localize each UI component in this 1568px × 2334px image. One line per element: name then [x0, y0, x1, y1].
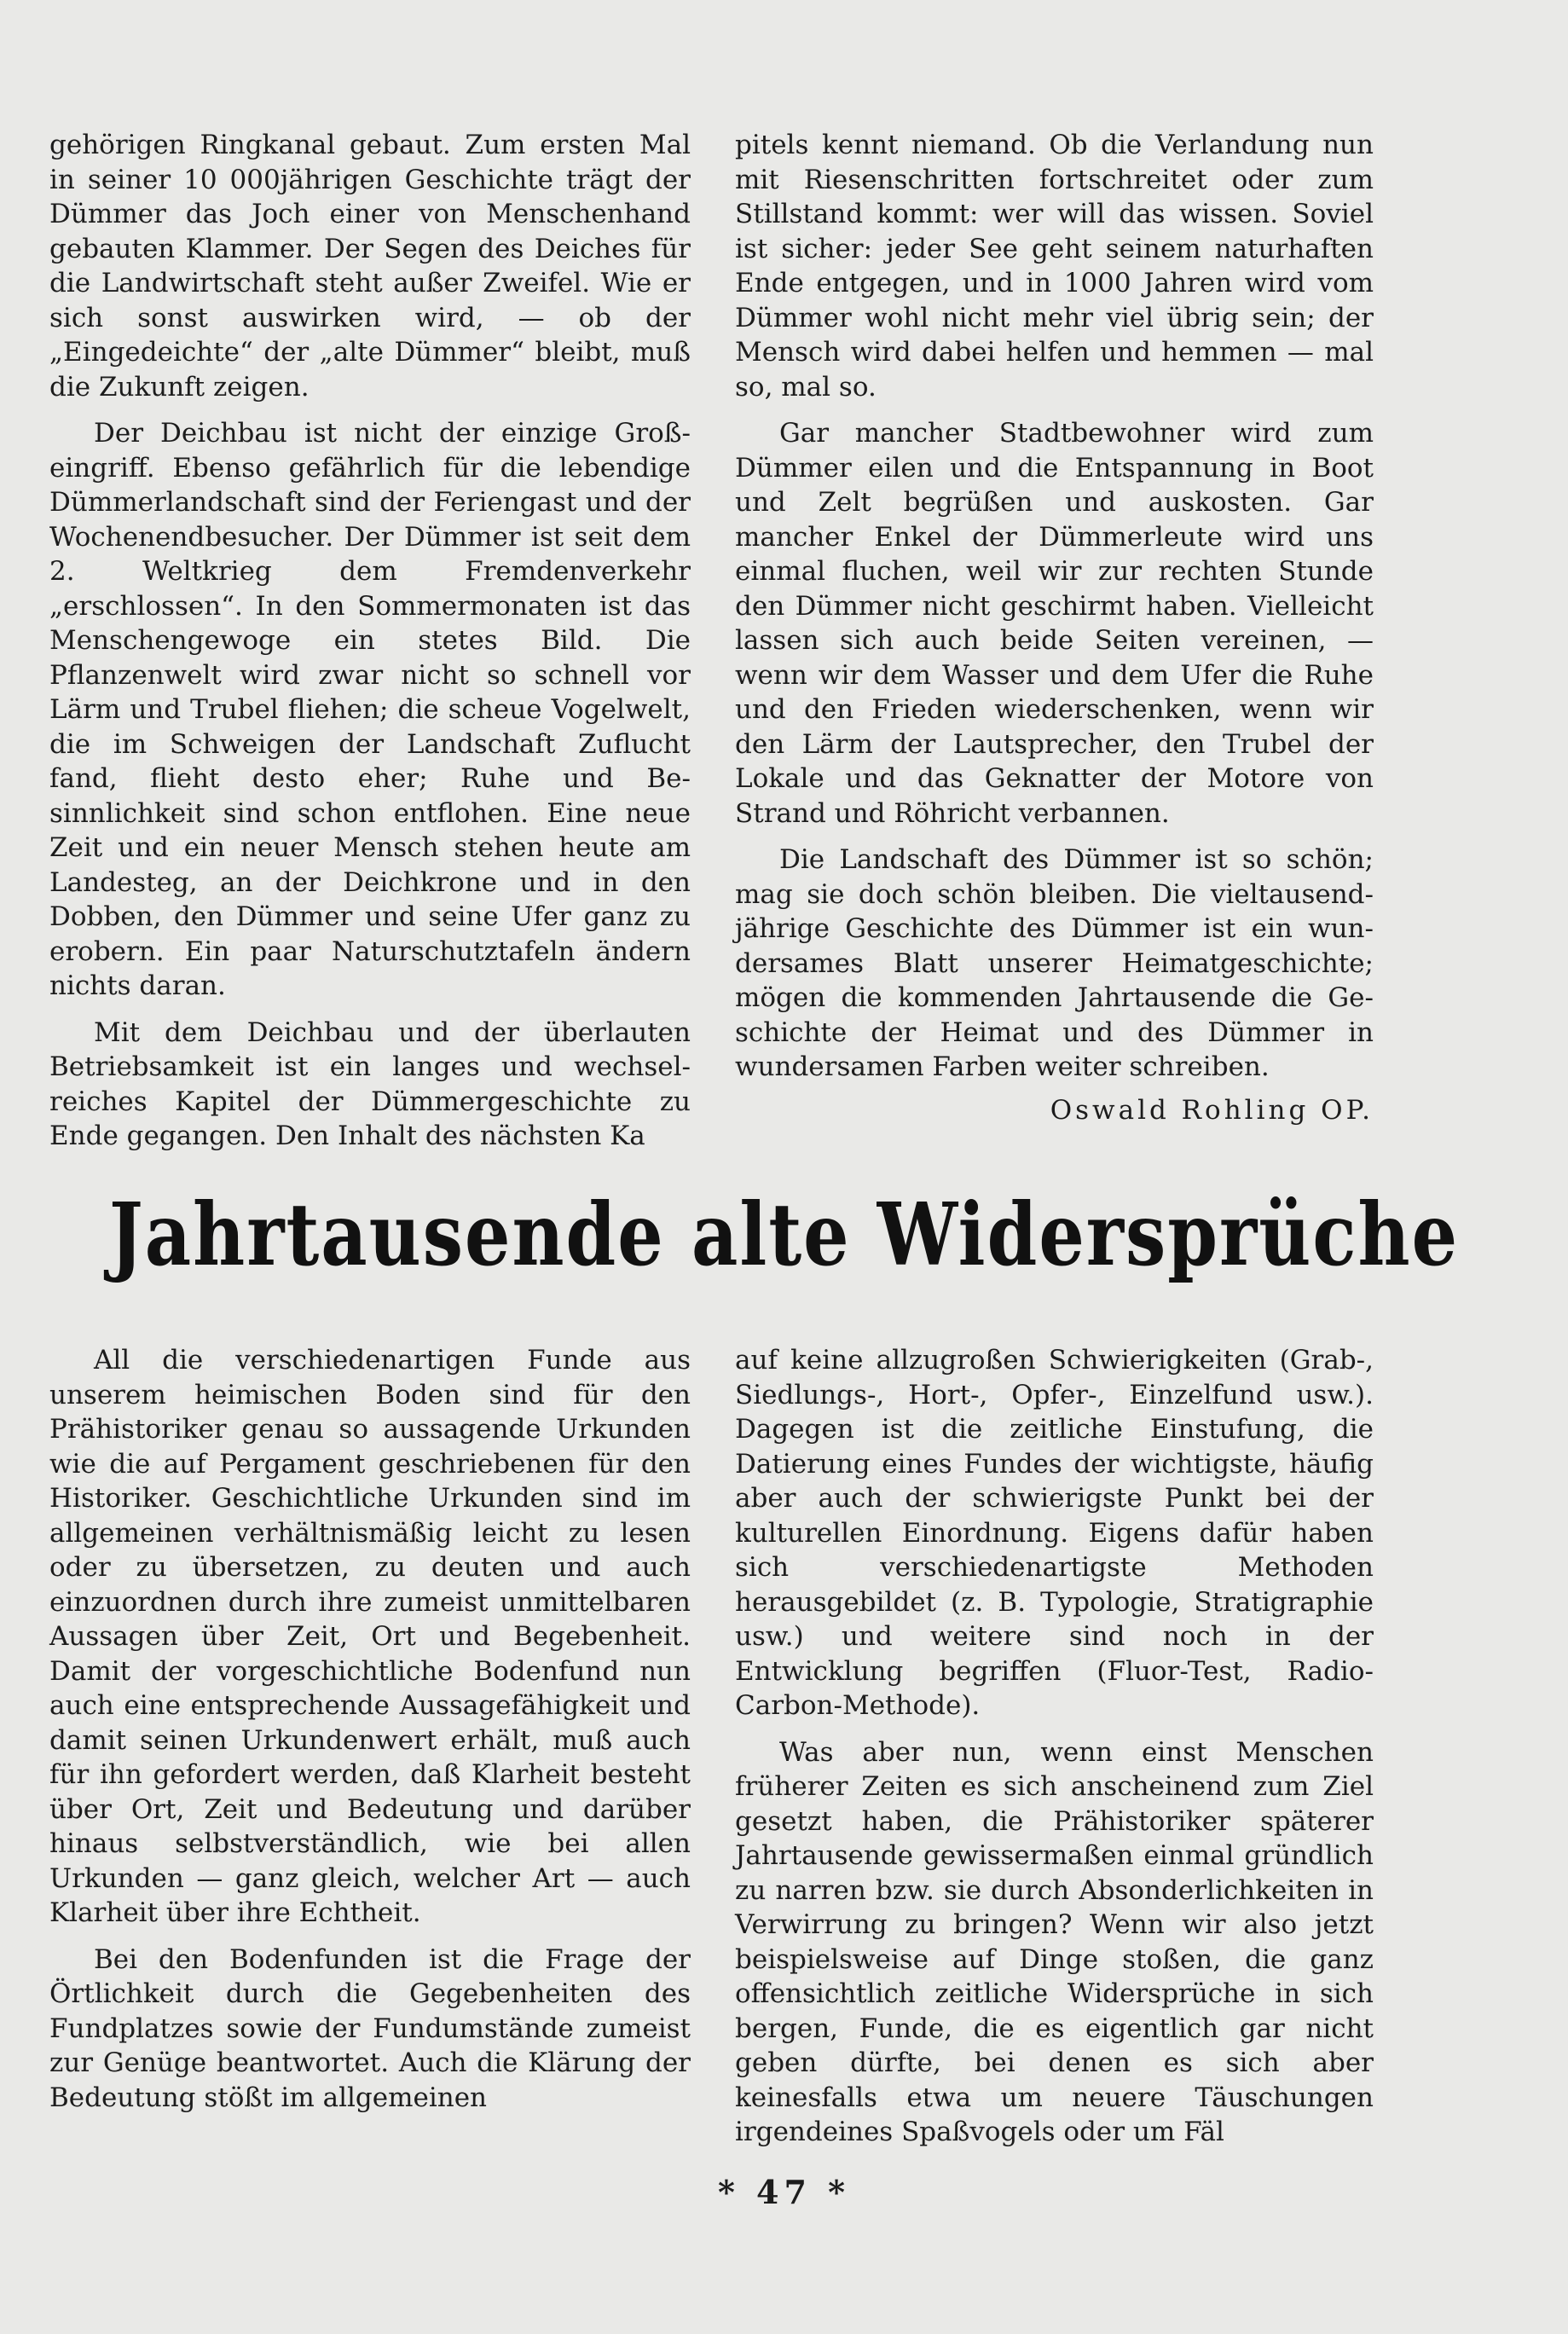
paragraph: All die verschiedenartigen Funde aus unserem heimischen Boden sind für den Prähistoriker genau so aussagende Urkunden wie die auf Pergament geschriebenen für den Historiker. Geschichtliche Urkunden sind im allgemeinen verhältnismäßig leicht zu lesen oder zu übersetzen, zu deuten und auch einzuordnen durch ihre zumeist unmittelbaren Aussagen über Zeit, Ort und Begebenheit. Damit der vorgeschichtliche Bodenfund nun auch eine entsprechende Aussagefähigkeit und damit seinen Urkundenwert erhält, muß auch für ihn gefordert werden, daß Klarheit besteht über Ort, Zeit und Bedeutung und darüber hinaus selbstverständlich, wie bei allen Urkunden — ganz gleich, welcher Art — auch Klarheit über ihre Echtheit.: [49, 1345, 691, 1928]
article2-right-column: [735, 1343, 1374, 2150]
article1-left-column: [49, 128, 691, 1154]
author-signature: Oswald Rohling OP.: [1050, 1094, 1374, 1126]
paragraph: pitels kennt niemand. Ob die Verlandung nun mit Riesenschritten fortschreitet oder zum Stillstand kommt: wer will das wissen. Soviel ist sicher: jeder See geht seinem naturhaften Ende entgegen, und in 1000 Jahren wird vom Dümmer wohl nicht mehr viel übrig sein; der Mensch wird dabei helfen und hemmen — mal so, mal so.: [735, 130, 1374, 403]
article2-left-column: [49, 1343, 691, 2115]
page-number: * 47 *: [717, 2173, 851, 2211]
article-title: Jahrtausende alte Widersprüche: [108, 1184, 1460, 1285]
article1-right-column: [735, 128, 1374, 1127]
paragraph: Mit dem Deichbau und der überlauten Betriebsamkeit ist ein langes und wechselreiches Kapitel der Dümmergeschichte zu Ende gegangen. Den Inhalt des nächsten Ka: [49, 1016, 691, 1151]
paragraph: gehörigen Ringkanal gebaut. Zum ersten Mal in seiner 10 000jährigen Geschichte trägt der Dümmer das Joch einer von Menschenhand gebauten Klammer. Der Segen des Deiches für die Landwirtschaft steht außer Zweifel. Wie er sich sonst auswirken wird, — ob der „Eingedeichte“ der „alte Dümmer“ bleibt, muß die Zukunft zeigen.: [49, 130, 691, 403]
paragraph: auf keine allzugroßen Schwierigkeiten (Grab-, Siedlungs-, Hort-, Opfer-, Einzelfund usw.). Dagegen ist die zeitliche Einstufung, die Datierung eines Fundes der wichtigste, häufig aber auch der schwierigste Punkt bei der kulturellen Einordnung. Eigens dafür haben sich verschiedenartigste Methoden herausgebildet (z. B. Typologie, Stratigraphie usw.) und weitere sind noch in der Entwicklung begriffen (Fluor-Test, RadioCarbon-Methode).: [735, 1345, 1374, 1721]
paragraph: Die Landschaft des Dümmer ist so schön; mag sie doch schön bleiben. Die vieltausendjährige Geschichte des Dümmer ist ein wundersames Blatt unserer Heimatgeschichte; mögen die kommenden Jahrtausende die Geschichte der Heimat und des Dümmer in wundersamen Farben weiter schreiben.: [735, 844, 1374, 1082]
paragraph: Was aber nun, wenn einst Menschen früherer Zeiten es sich anscheinend zum Ziel gesetzt haben, die Prähistoriker späterer Jahrtausende gewissermaßen einmal gründlich zu narren bzw. sie durch Absonderlichkeiten in Verwirrung zu bringen? Wenn wir also jetzt beispielsweise auf Dinge stoßen, die ganz offensichtlich zeitliche Widersprüche in sich bergen, Funde, die es eigentlich gar nicht geben dürfte, bei denen es sich aber keinesfalls etwa um neuere Täuschungen irgendeines Spaßvogels oder um Fäl: [735, 1736, 1374, 2147]
paragraph: Gar mancher Stadtbewohner wird zum Dümmer eilen und die Entspannung in Boot und Zelt begrüßen und auskosten. Gar mancher Enkel der Dümmerleute wird uns einmal fluchen, weil wir zur rechten Stunde den Dümmer nicht geschirmt haben. Vielleicht lassen sich auch beide Seiten vereinen, — wenn wir dem Wasser und dem Ufer die Ruhe und den Frieden wiederschenken, wenn wir den Lärm der Lautsprecher, den Trubel der Lokale und das Geknatter der Motore von Strand und Röhricht verbannen.: [735, 418, 1374, 829]
paragraph: Bei den Bodenfunden ist die Frage der Örtlichkeit durch die Gegebenheiten des Fundplatzes sowie der Fundumstände zumeist zur Genüge beantwortet. Auch die Klärung der Bedeutung stößt im allgemeinen: [49, 1943, 691, 2113]
paragraph: Der Deichbau ist nicht der einzige Großeingriff. Ebenso gefährlich für die lebendige Dümmerlandschaft sind der Feriengast und der Wochenendbesucher. Der Dümmer ist seit dem 2. Weltkrieg dem Fremdenverkehr „erschlossen“. In den Sommermonaten ist das Menschengewoge ein stetes Bild. Die Pflanzenwelt wird zwar nicht so schnell vor Lärm und Trubel fliehen; die scheue Vogelwelt, die im Schweigen der Landschaft Zuflucht fand, flieht desto eher; Ruhe und Besinnlichkeit sind schon entflohen. Eine neue Zeit und ein neuer Mensch stehen heute am Landesteg, an der Deichkrone und in den Dobben, den Dümmer und seine Ufer ganz zu erobern. Ein paar Naturschutztafeln ändern nichts daran.: [49, 418, 691, 1001]
